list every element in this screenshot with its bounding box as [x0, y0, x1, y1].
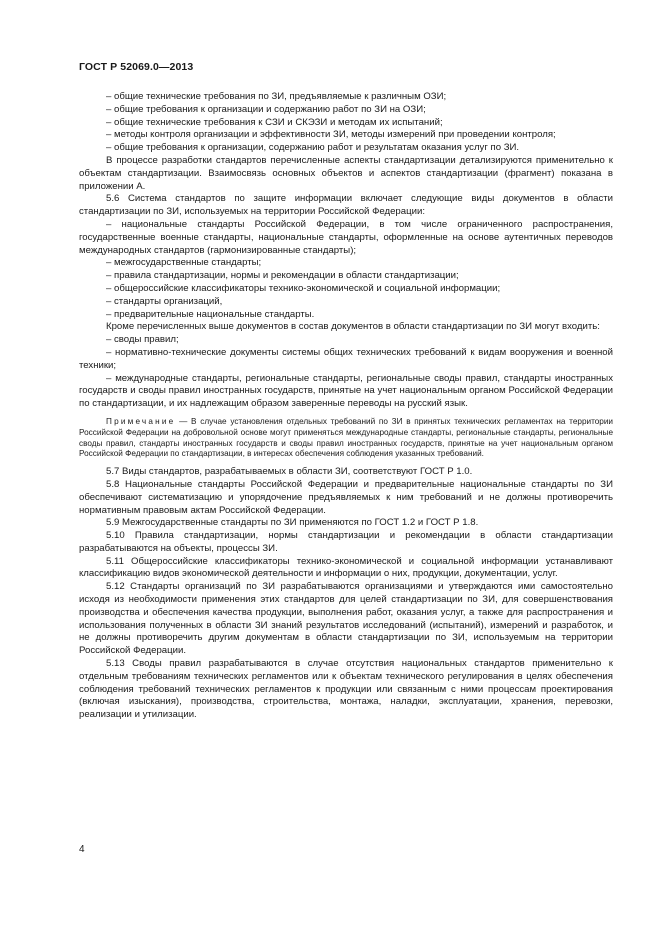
document-body	[79, 91, 613, 722]
note-label: Примечание	[106, 416, 176, 426]
section-5-6: 5.6 Система стандартов по защите информации включает следующие виды документов в области стандартизации по ЗИ, используемых на территории Российской Федерации:	[79, 193, 613, 218]
section-5-9: 5.9 Межгосударственные стандарты по ЗИ применяются по ГОСТ 1.2 и ГОСТ Р 1.8.	[106, 517, 479, 529]
list-item: – международные стандарты, региональные стандарты, региональные своды правил, стандарты иностранных государств и своды правил иностранных государств, принятые на учет национальным органом Российской Федерации по стандартизации, и их надлежащим образом заверенные переводы на русский язык.	[79, 372, 613, 410]
section-5-7: 5.7 Виды стандартов, разрабатываемых в области ЗИ, соответствуют ГОСТ Р 1.0.	[106, 466, 473, 478]
section-5-11: 5.11 Общероссийские классификаторы технико-экономической и социальной информации устанавливают классификацию видов экономической деятельности и информации о них, продукции, документации, услуг.	[79, 555, 613, 580]
paragraph: Кроме перечисленных выше документов в состав документов в области стандартизации по ЗИ могут входить:	[106, 321, 600, 333]
list-item: – общероссийские классификаторы технико-экономической и социальной информации;	[106, 282, 501, 294]
paragraph: В процессе разработки стандартов перечисленные аспекты стандартизации детализируются применительно к объектам стандартизации. Взаимосвязь основных объектов и аспектов стандартизации (фрагмент) показана в приложении А.	[79, 154, 613, 192]
page-number: 4	[79, 844, 85, 855]
list-item: – национальные стандарты Российской Федерации, в том числе ограниченного распространения, государственные военные стандарты, национальные стандарты, оформленные на основе аутентичных переводов международных стандартов (гармонизированные стандарты);	[79, 218, 613, 256]
list-item: – нормативно-технические документы системы общих технических требований к видам вооружения и военной техники;	[79, 346, 613, 371]
list-item: – стандарты организаций,	[106, 295, 223, 307]
list-item: – межгосударственные стандарты;	[106, 257, 262, 269]
section-5-10: 5.10 Правила стандартизации, нормы стандартизации и рекомендации в области стандартизации разрабатываются на объекты, процессы ЗИ.	[79, 530, 613, 554]
section-5-13: 5.13 Своды правил разрабатываются в случае отсутствия национальных стандартов применительно к отдельным требованиям технических регламентов или к объектам технического регулирования в целях обеспечения соблюдения требований технических регламентов к продукции или связанным с ними процессам проектирования (включая изыскания), производства, строительства, монтажа, наладки, эксплуатации, хранения, перевозки, реализации и утилизации.	[79, 658, 613, 721]
note-block	[79, 417, 613, 460]
list-item: – своды правил;	[106, 334, 179, 346]
list-item: – предварительные национальные стандарты.	[106, 308, 315, 320]
list-item: – общие требования к организации и содержанию работ по ЗИ на ОЗИ;	[106, 103, 426, 115]
section-5-12: 5.12 Стандарты организаций по ЗИ разрабатываются организациями и утверждаются ими самостоятельно исходя из необходимости применения этих стандартов для целей стандартизации по ЗИ, для совершенствования производства и обеспечения качества продукции, выполнения работ, оказания услуг, а также для распространения и использования полученных в области ЗИ знаний результатов исследований (испытаний), измерений и разработок, и не должны противоречить другим документам в области стандартизации по ЗИ, используемым на территории Российской Федерации.	[79, 581, 613, 657]
list-item: – общие технические требования к СЗИ и СКЭЗИ и методам их испытаний;	[106, 116, 443, 128]
list-item: – методы контроля организации и эффективности ЗИ, методы измерений при проведении контроля;	[106, 129, 556, 141]
section-5-8: 5.8 Национальные стандарты Российской Федерации и предварительные национальные стандарты по ЗИ обеспечивают систематизацию и упорядочение предъявляемых к ним требований и не должны противоречить нормативным правовым актам Российской Федерации.	[79, 478, 613, 516]
document-header: ГОСТ Р 52069.0—2013	[79, 61, 194, 73]
list-item: – общие требования к организации, содержанию работ и результатам оказания услуг по ЗИ.	[106, 142, 520, 154]
list-item: – общие технические требования по ЗИ, предъявляемые к различным ОЗИ;	[106, 91, 447, 102]
list-item: – правила стандартизации, нормы и рекомендации в области стандартизации;	[106, 270, 459, 282]
note-text: — В случае установления отдельных требований по ЗИ в принятых технических регламентах на территории Российской Федерации на добровольной основе могут применяться международные стандарты, региональные стандарты, региональные своды правил, стандарты иностранных государств и своды правил иностранных государств, принятые на учет национальным органом Российской Федерации по стандартизации, в интересах обеспечения соблюдения указанных требований.	[79, 416, 613, 459]
